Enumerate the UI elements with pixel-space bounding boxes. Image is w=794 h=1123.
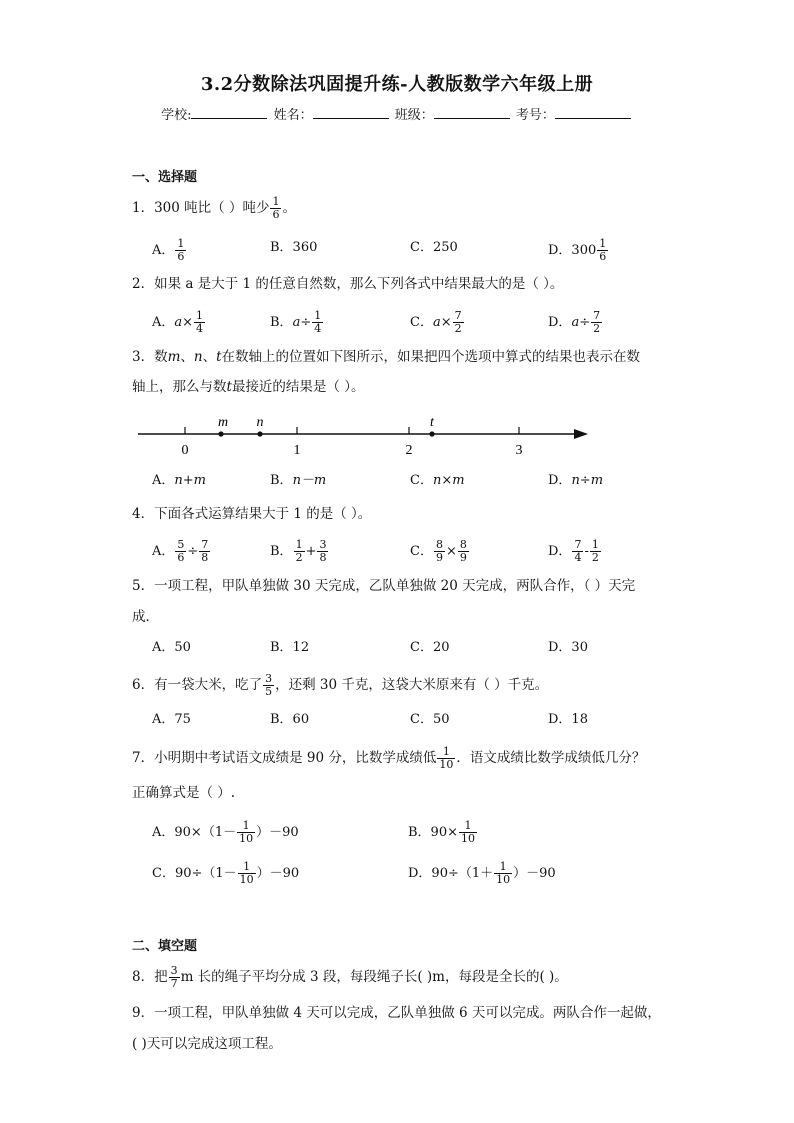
q5-option-c[interactable]: C．20 [410, 640, 450, 655]
point-label-n: n [256, 415, 264, 430]
student-info-line [0, 104, 794, 123]
q1-option-c[interactable]: C．250 [410, 240, 458, 255]
question-9-line-1: 9．一项工程，甲队单独做 4 天可以完成，乙队单独做 6 天可以完成。两队合作一起做， [132, 1005, 661, 1021]
number-line-arrow [574, 429, 588, 439]
point-label-t: t [430, 415, 434, 430]
number-line-figure [138, 414, 598, 460]
point-m [218, 431, 223, 436]
q3-option-b[interactable]: B．n－m [270, 473, 327, 488]
q6-option-c[interactable]: C．50 [410, 712, 450, 727]
question-3-line-1: 3．数m、n、t在数轴上的位置如下图所示，如果把四个选项中算式的结果也表示在数 [132, 349, 641, 365]
school-blank[interactable] [191, 106, 267, 119]
q1-option-b[interactable]: B．360 [270, 240, 318, 255]
question-7-line-1: 7．小明期中考试语文成绩是 90 分，比数学成绩低 $\frac{1}{10}$ ．语文成绩比数学成绩低几分？ [132, 745, 646, 771]
q2-option-c[interactable]: C．a× $\frac{7}{2}$ [410, 309, 462, 335]
name-label: 姓名： [273, 108, 313, 123]
tick-label-1: 1 [293, 443, 301, 458]
q4-option-b[interactable]: B． $\frac{1}{2}$ + $\frac{3}{8}$ [270, 538, 327, 564]
q1-end: 。 [282, 200, 296, 216]
section-heading-choice: 一、选择题 [132, 170, 198, 185]
point-t [429, 431, 434, 436]
name-blank[interactable] [313, 106, 389, 119]
page-title: 3.2分数除法巩固提升练-人教版数学六年级上册 [200, 74, 594, 95]
q5-option-a[interactable]: A．50 [152, 640, 191, 655]
q6-option-a[interactable]: A．75 [152, 712, 191, 727]
q2-option-a[interactable]: A．a× $\frac{1}{4}$ [152, 309, 204, 335]
q4-option-c[interactable]: C． $\frac{8}{9}$ × $\frac{8}{9}$ [410, 538, 467, 564]
class-blank[interactable] [434, 106, 510, 119]
question-8: 8．把 $\frac{3}{7}$ m 长的绳子平均分成 3 段，每段绳子长( )m，每段是全长的( )。 [132, 964, 568, 990]
class-label: 班级： [394, 108, 434, 123]
tick-label-2: 2 [405, 443, 413, 458]
q2-option-b[interactable]: B．a÷ $\frac{1}{4}$ [270, 309, 322, 335]
question-7-line-2: 正确算式是（ ）. [132, 785, 236, 801]
q6-option-b[interactable]: B．60 [270, 712, 310, 727]
section-heading-fill-blank: 二、填空题 [132, 939, 198, 954]
school-label: 学校: [161, 108, 192, 123]
q1-option-d[interactable]: D．300 $\frac{1}{6}$ [548, 237, 607, 263]
question-1 [132, 196, 296, 221]
point-label-m: m [217, 415, 229, 430]
q3-option-d[interactable]: D．n÷m [548, 473, 604, 488]
exam-no-label: 考号： [515, 108, 555, 123]
q7-option-d[interactable]: D．90÷（1＋ $\frac{1}{10}$ ）－90 [408, 860, 556, 886]
question-9-line-2: ( )天可以完成这项工程。 [132, 1036, 282, 1052]
tick-label-0: 0 [181, 443, 189, 458]
q5-option-d[interactable]: D．30 [548, 640, 588, 655]
exam-no-blank[interactable] [555, 106, 631, 119]
tick-label-3: 3 [515, 443, 523, 458]
q7-option-a[interactable]: A．90×（1－ $\frac{1}{10}$ ）－90 [152, 819, 299, 845]
question-4: 4．下面各式运算结果大于 1 的是（ ）。 [132, 506, 372, 522]
q4-option-d[interactable]: D． $\frac{7}{4}$ - $\frac{1}{2}$ [548, 538, 599, 564]
q6-option-d[interactable]: D．18 [548, 712, 588, 727]
q2-option-d[interactable]: D．a÷ $\frac{7}{2}$ [548, 309, 601, 335]
question-2: 2．如果 a 是大于 1 的任意自然数，那么下列各式中结果最大的是（ ）。 [132, 276, 564, 292]
q5-option-b[interactable]: B．12 [270, 640, 310, 655]
point-n [257, 431, 262, 436]
q1-fraction: $\frac{1}{6}$ [272, 195, 280, 221]
q7-option-b[interactable]: B．90× $\frac{1}{10}$ [408, 819, 475, 845]
q7-option-c[interactable]: C．90÷（1－ $\frac{1}{10}$ ）－90 [152, 860, 300, 886]
question-6: 6．有一袋大米，吃了 $\frac{3}{5}$ ，还剩 30 千克，这袋大米原来有（ ）千克。 [132, 672, 549, 698]
q4-option-a[interactable]: A． $\frac{5}{6}$ ÷ $\frac{7}{8}$ [152, 538, 209, 564]
question-5-line-2: 成． [132, 609, 159, 625]
question-3-line-2: 轴上，那么与数t最接近的结果是（ ）。 [132, 379, 365, 395]
q3-option-c[interactable]: C．n×m [410, 473, 465, 488]
q1-option-a[interactable]: A． $\frac{1}{6}$ [152, 237, 185, 263]
q1-text: 1．300 吨比（ ）吨少 [132, 200, 270, 216]
question-5-line-1: 5．一项工程，甲队单独做 30 天完成，乙队单独做 20 天完成，两队合作，（ ）天完 [132, 578, 636, 594]
q3-option-a[interactable]: A．n+m [152, 473, 206, 488]
